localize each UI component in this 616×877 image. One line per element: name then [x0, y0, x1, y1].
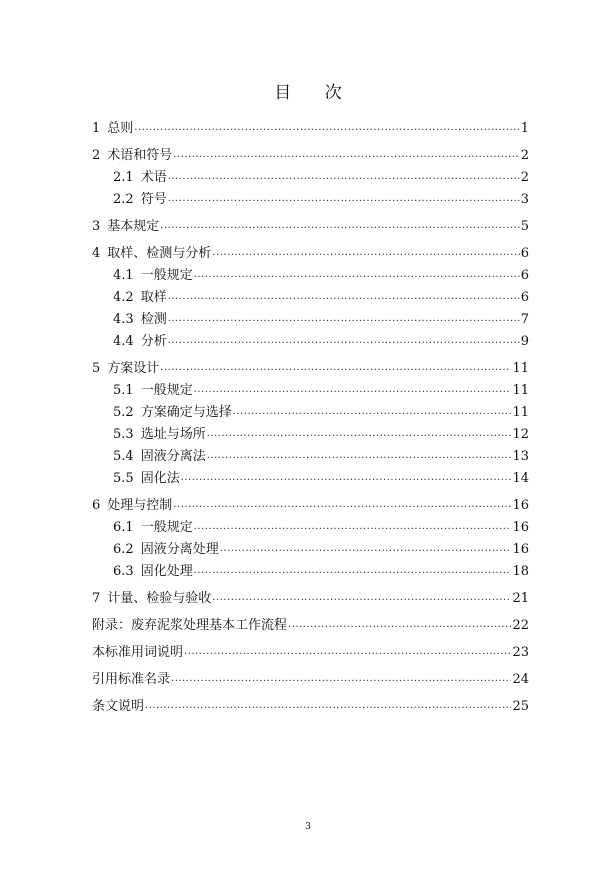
toc-entry-number: 2.2 [113, 192, 134, 207]
table-of-contents [92, 114, 529, 714]
toc-entry-number: 5 [92, 361, 101, 376]
toc-entry-label: 方案设计 [107, 361, 160, 376]
toc-entry-label: 本标准用词说明 [92, 645, 184, 660]
toc-entry-label: 术语和符号 [107, 148, 173, 163]
toc-entry-label: 基本规定 [107, 219, 160, 234]
toc-entry-page: 14 [512, 471, 529, 486]
toc-leader-dots [212, 593, 511, 603]
toc-entry-page: 6 [520, 246, 529, 261]
toc-entry-label: 取样、检测与分析 [107, 246, 212, 261]
toc-leader-dots [168, 336, 520, 346]
toc-entry-page: 22 [512, 618, 529, 633]
toc-entry-number: 6.1 [113, 520, 134, 535]
toc-entry-page: 2 [520, 170, 529, 185]
toc-entry-label: 术语 [140, 170, 167, 185]
toc-entry[interactable] [92, 114, 529, 136]
toc-leader-dots [160, 363, 511, 373]
toc-entry-page: 13 [512, 449, 529, 464]
toc-entry-page: 16 [512, 520, 529, 535]
toc-subentry[interactable] [92, 398, 529, 420]
toc-leader-dots [194, 522, 512, 532]
toc-entry-label: 一般规定 [140, 383, 193, 398]
toc-entry-page: 18 [512, 564, 529, 579]
toc-entry-page: 2 [520, 148, 529, 163]
toc-leader-dots [184, 647, 511, 657]
toc-entry-page: 11 [512, 383, 529, 398]
toc-leader-dots [212, 248, 519, 258]
toc-entry-page: 3 [520, 192, 529, 207]
toc-subentry[interactable] [92, 513, 529, 535]
toc-entry-number: 5.3 [113, 427, 134, 442]
toc-entry-number: 6.3 [113, 564, 134, 579]
toc-subentry[interactable] [92, 376, 529, 398]
toc-entry-number: 6 [92, 498, 101, 513]
toc-entry-label: 方案确定与选择 [140, 405, 232, 420]
toc-entry-number: 4.1 [113, 268, 134, 283]
toc-entry[interactable] [92, 584, 529, 606]
toc-entry-label: 固液分离法 [140, 449, 206, 464]
toc-leader-dots [194, 270, 520, 280]
toc-entry-label: 计量、检验与验收 [107, 591, 212, 606]
toc-entry-page: 24 [512, 672, 529, 687]
toc-entry-page: 5 [520, 219, 529, 234]
toc-entry-number: 6.2 [113, 542, 134, 557]
toc-subentry[interactable] [92, 185, 529, 207]
toc-entry-label: 分析 [140, 334, 167, 349]
toc-subentry[interactable] [92, 327, 529, 349]
toc-leader-dots [134, 123, 519, 133]
toc-entry-page: 11 [512, 405, 529, 420]
toc-leader-dots [194, 385, 512, 395]
toc-leader-dots [168, 194, 520, 204]
toc-entry-label: 总则 [107, 121, 134, 136]
toc-entry-page: 1 [520, 121, 529, 136]
toc-entry-number: 5.2 [113, 405, 134, 420]
toc-entry-label: 固化法 [140, 471, 180, 486]
toc-entry-label: 检测 [140, 312, 167, 327]
toc-entry-number: 5.4 [113, 449, 134, 464]
toc-entry[interactable] [92, 239, 529, 261]
page-number: 3 [305, 822, 311, 832]
toc-entry-number: 5.1 [113, 383, 134, 398]
toc-entry-number: 4.4 [113, 334, 134, 349]
toc-leader-dots [171, 674, 511, 684]
toc-entry[interactable] [92, 491, 529, 513]
toc-entry-page: 6 [520, 268, 529, 283]
toc-entry-page: 11 [512, 361, 529, 376]
toc-entry-number: 4 [92, 246, 101, 261]
toc-subentry[interactable] [92, 442, 529, 464]
toc-entry-label: 选址与场所 [140, 427, 206, 442]
toc-entry-page: 7 [520, 312, 529, 327]
toc-subentry[interactable] [92, 163, 529, 185]
toc-entry-page: 16 [512, 498, 529, 513]
toc-entry[interactable] [92, 212, 529, 234]
toc-entry-page: 25 [512, 699, 529, 714]
toc-leader-dots [160, 221, 519, 231]
toc-entry-page: 23 [512, 645, 529, 660]
toc-subentry[interactable] [92, 283, 529, 305]
toc-leader-dots [207, 451, 512, 461]
toc-leader-dots [194, 566, 512, 576]
toc-entry-label: 一般规定 [140, 520, 193, 535]
toc-subentry[interactable] [92, 420, 529, 442]
toc-leader-dots [288, 620, 511, 630]
toc-entry-number: 2 [92, 148, 101, 163]
toc-entry-label: 一般规定 [140, 268, 193, 283]
toc-entry-page: 9 [520, 334, 529, 349]
page-title: 目 次 [274, 83, 356, 103]
toc-entry-page: 16 [512, 542, 529, 557]
toc-leader-dots [173, 150, 519, 160]
toc-subentry[interactable] [92, 557, 529, 579]
toc-entry-number: 7 [92, 591, 101, 606]
toc-entry-label: 处理与控制 [107, 498, 173, 513]
toc-entry-label: 附录：废弃泥浆处理基本工作流程 [92, 618, 288, 633]
toc-subentry[interactable] [92, 305, 529, 327]
toc-entry-label: 固液分离处理 [140, 542, 219, 557]
toc-subentry[interactable] [92, 535, 529, 557]
toc-entry-page: 21 [512, 591, 529, 606]
toc-leader-dots [181, 473, 512, 483]
toc-entry-number: 2.1 [113, 170, 134, 185]
toc-entry-number: 4.2 [113, 290, 134, 305]
toc-entry-label: 固化处理 [140, 564, 193, 579]
toc-entry-number: 5.5 [113, 471, 134, 486]
toc-entry-label: 引用标准名录 [92, 672, 171, 687]
toc-leader-dots [233, 407, 512, 417]
toc-entry[interactable] [92, 141, 529, 163]
toc-entry[interactable] [92, 692, 529, 714]
toc-entry-label: 取样 [140, 290, 167, 305]
toc-entry-page: 12 [512, 427, 529, 442]
toc-entry[interactable] [92, 354, 529, 376]
toc-entry-number: 1 [92, 121, 101, 136]
toc-entry-number: 3 [92, 219, 101, 234]
toc-subentry[interactable] [92, 261, 529, 283]
toc-entry[interactable] [92, 665, 529, 687]
toc-leader-dots [168, 172, 520, 182]
toc-entry-page: 6 [520, 290, 529, 305]
toc-entry-label: 符号 [140, 192, 167, 207]
toc-leader-dots [207, 429, 512, 439]
toc-entry-label: 条文说明 [92, 699, 145, 714]
toc-leader-dots [168, 314, 520, 324]
toc-leader-dots [173, 500, 511, 510]
toc-leader-dots [145, 701, 511, 711]
toc-leader-dots [168, 292, 520, 302]
toc-leader-dots [220, 544, 512, 554]
toc-entry[interactable] [92, 638, 529, 660]
toc-subentry[interactable] [92, 464, 529, 486]
toc-entry-number: 4.3 [113, 312, 134, 327]
toc-entry[interactable] [92, 611, 529, 633]
